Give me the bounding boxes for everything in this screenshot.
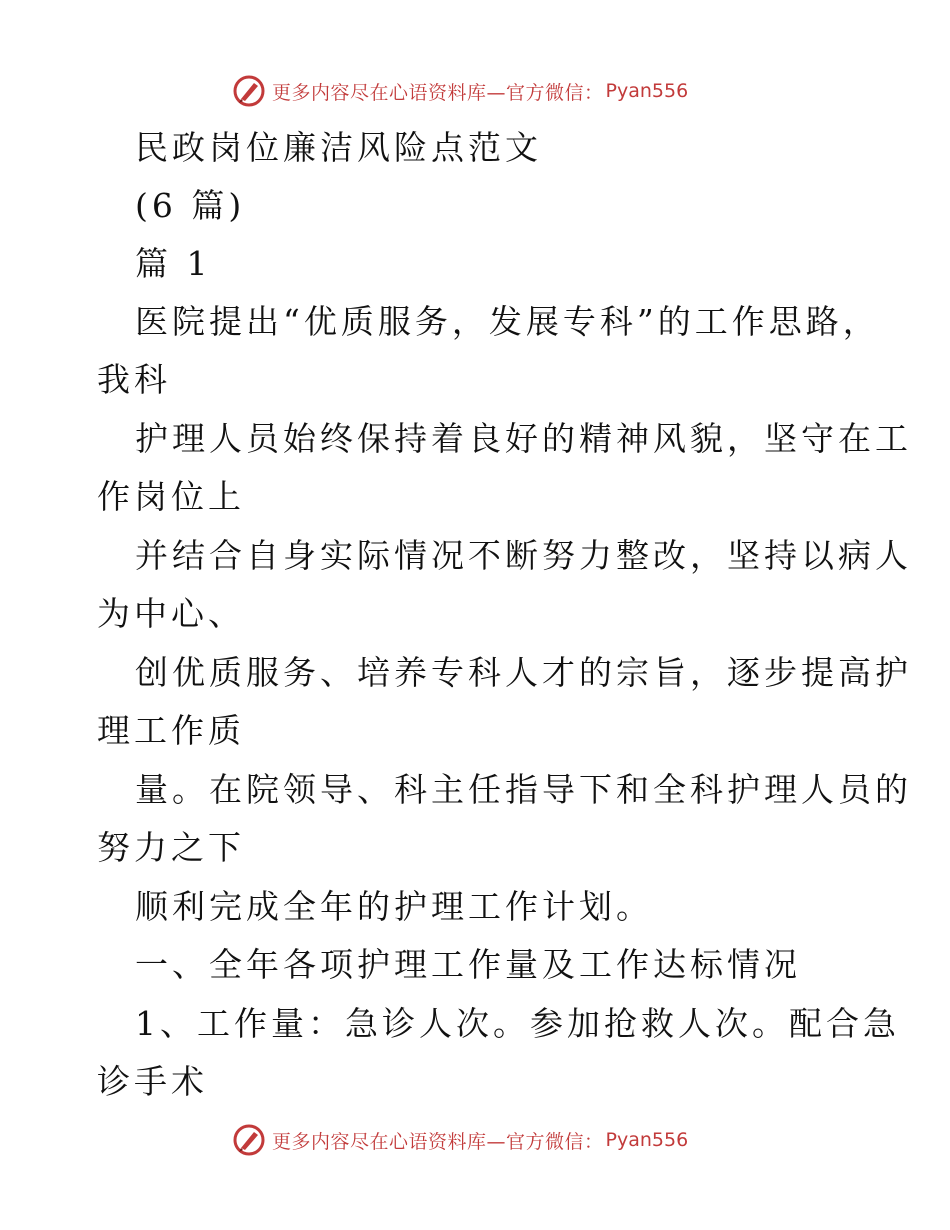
document-subtitle: (6 篇) bbox=[135, 186, 246, 225]
section-heading: 篇 1 bbox=[135, 244, 212, 283]
quill-pen-logo-icon bbox=[232, 74, 266, 108]
paragraph-line: 创优质服务、培养专科人才的宗旨，逐步提高护 bbox=[135, 653, 912, 692]
paragraph-line: 我科 bbox=[97, 360, 171, 399]
watermark-footer bbox=[232, 1123, 688, 1157]
section-subheading: 一、全年各项护理工作量及工作达标情况 bbox=[135, 945, 801, 984]
watermark-wechat-id: Pyan556 bbox=[605, 80, 689, 102]
document-title: 民政岗位廉洁风险点范文 bbox=[135, 128, 542, 167]
watermark-text: 更多内容尽在心语资料库—官方微信： bbox=[272, 1130, 604, 1153]
paragraph-line: 理工作质 bbox=[97, 711, 245, 750]
paragraph-line: 1、工作量：急诊人次。参加抢救人次。配合急 bbox=[135, 1004, 900, 1043]
paragraph-line: 作岗位上 bbox=[97, 477, 245, 516]
paragraph-line: 医院提出“优质服务，发展专科”的工作思路， bbox=[135, 302, 880, 341]
quill-pen-logo-icon bbox=[232, 1123, 266, 1157]
paragraph-line: 努力之下 bbox=[97, 828, 245, 867]
paragraph-line: 量。在院领导、科主任指导下和全科护理人员的 bbox=[135, 770, 912, 809]
paragraph-line: 护理人员始终保持着良好的精神风貌，坚守在工 bbox=[135, 419, 912, 458]
watermark-wechat-id: Pyan556 bbox=[605, 1129, 689, 1151]
watermark-header bbox=[232, 74, 688, 108]
watermark-text: 更多内容尽在心语资料库—官方微信： bbox=[272, 81, 604, 104]
paragraph-line: 并结合自身实际情况不断努力整改，坚持以病人 bbox=[135, 536, 912, 575]
paragraph-line: 诊手术 bbox=[97, 1062, 208, 1101]
paragraph-line: 为中心、 bbox=[97, 594, 245, 633]
paragraph-line: 顺利完成全年的护理工作计划。 bbox=[135, 887, 653, 926]
